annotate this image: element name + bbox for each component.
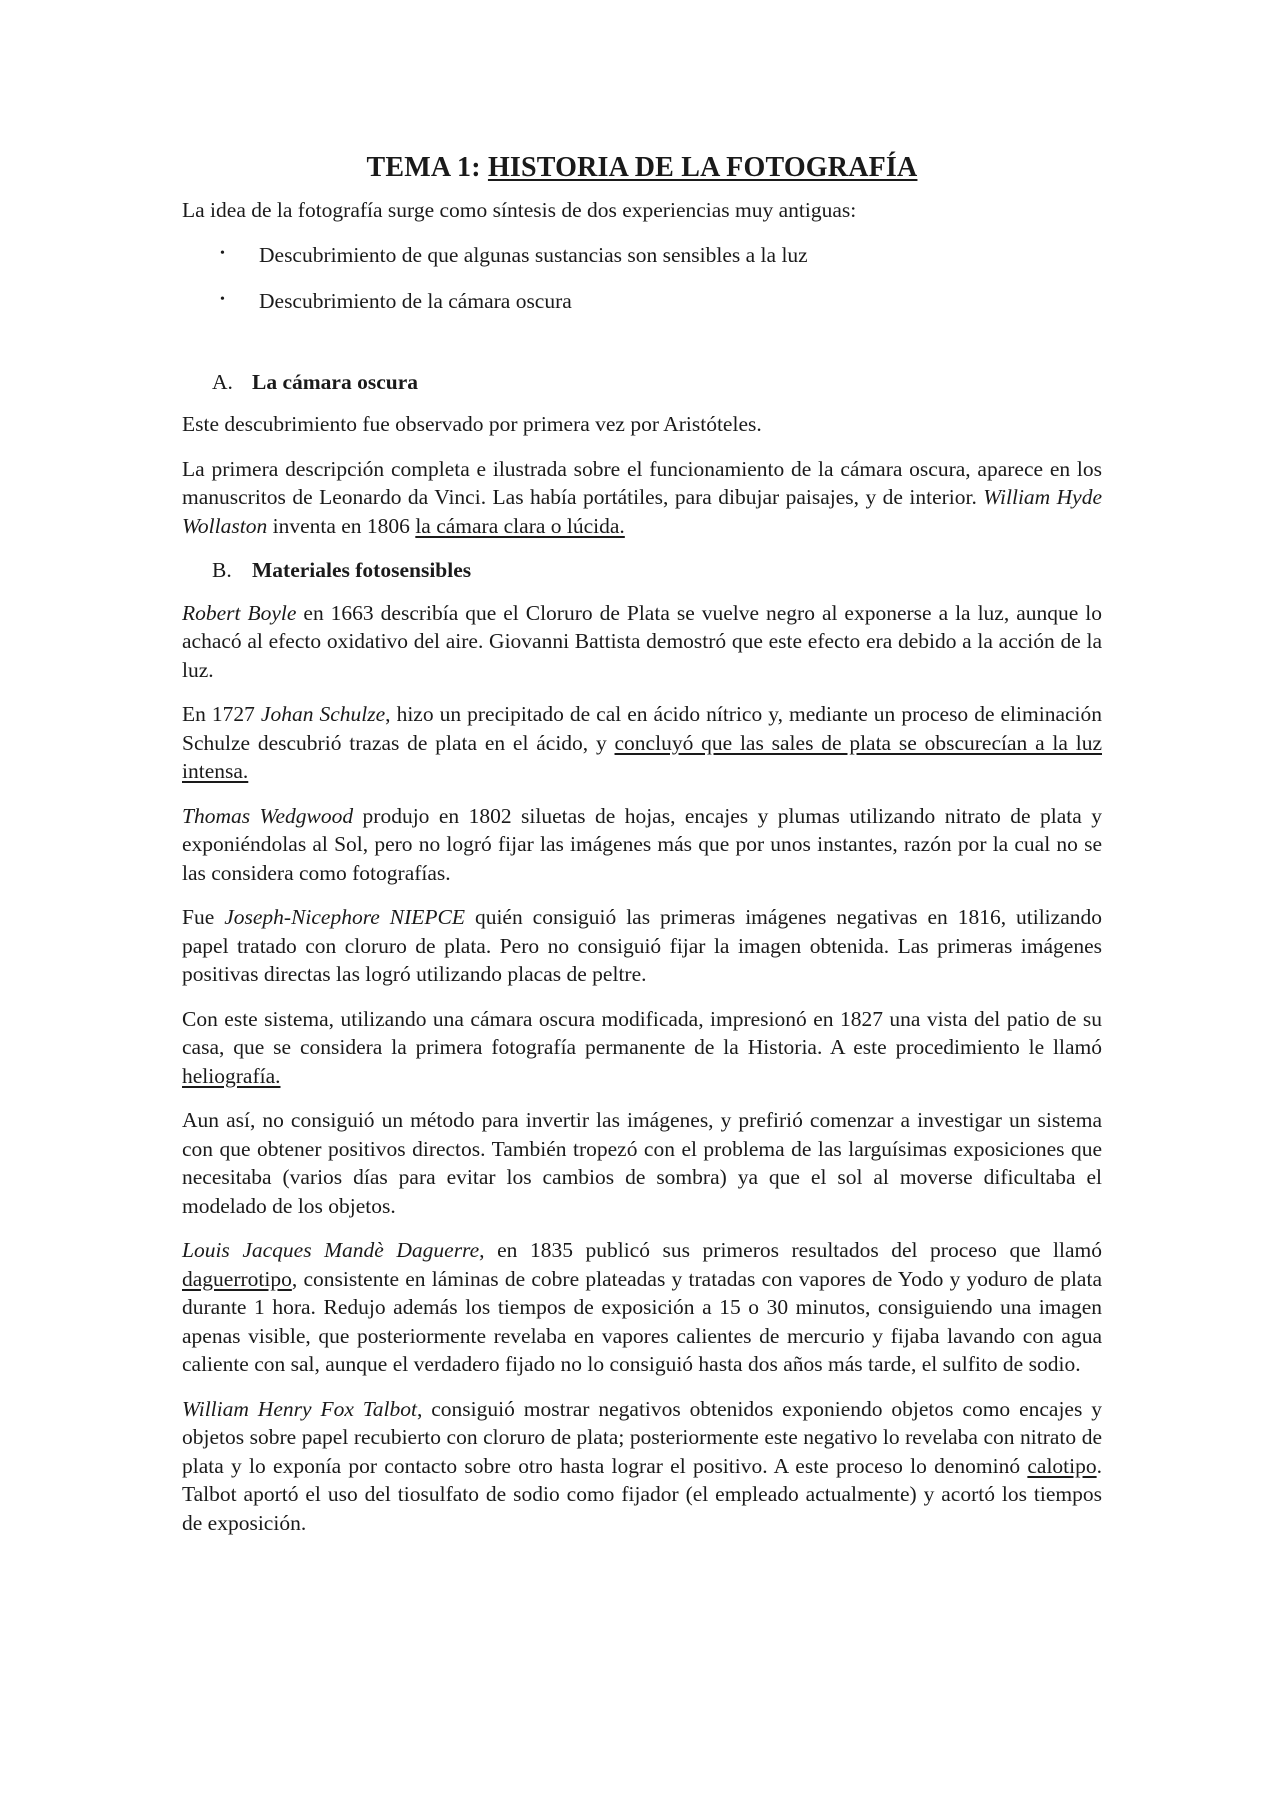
section-heading-b	[182, 556, 1102, 585]
paragraph-boyle	[182, 599, 1102, 685]
underlined-term: heliografía.	[182, 1063, 281, 1088]
bullet-icon: •	[220, 245, 225, 261]
underlined-term: concluyó que las sales de plata se obscurecían a la luz intensa.	[182, 730, 1102, 783]
title-main: HISTORIA DE LA FOTOGRAFÍA	[487, 152, 918, 183]
section-letter: A.	[212, 369, 233, 394]
paragraph-niepce	[182, 903, 1102, 989]
paragraph-leonardo	[182, 455, 1102, 541]
text-run: quién consiguió las primeras imágenes negativas en 1816, utilizando papel tratado con cloruro de plata. Pero no consiguió fijar la imagen obtenida. Las primeras imágenes positivas directas las logró utilizando placas de peltre.	[182, 905, 1102, 986]
underlined-term: daguerrotipo	[182, 1266, 292, 1291]
text-run: Con este sistema, utilizando una cámara oscura modificada, impresionó en 1827 una vista del patio de su casa, que se considera la primera fotografía permanente de la Historia. A este procedimiento le llamó	[182, 1006, 1102, 1059]
underlined-term: la cámara clara o lúcida.	[415, 513, 625, 538]
page-title	[182, 150, 1102, 186]
bullet-list	[182, 241, 1102, 316]
list-item	[182, 241, 1102, 270]
text-run: , hizo un precipitado de cal en ácido nítrico y, mediante un proceso de eliminación Schulze descubrió trazas de plata en el ácido, y	[182, 702, 1103, 755]
underlined-term: calotipo	[1027, 1453, 1097, 1478]
section-title: La cámara oscura	[252, 369, 418, 394]
intro-paragraph: La idea de la fotografía surge como síntesis de dos experiencias muy antiguas:	[182, 198, 857, 222]
paragraph-heliografia	[182, 1005, 1102, 1091]
text-run: en 1663 describía que el Cloruro de Plata se vuelve negro al exponerse a la luz, aunque lo achacó al efecto oxidativo del aire. Giovanni Battista demostró que este efecto era debido a la acción de la luz.	[182, 600, 1102, 682]
list-item-text: Descubrimiento de la cámara oscura	[259, 289, 572, 313]
paragraph-positivos: Aun así, no consiguió un método para invertir las imágenes, y prefirió comenzar a investigar un sistema con que obtener positivos directos. También tropezó con el problema de las larguísimas exposiciones que necesitaba (varios días para evitar los cambios de sombra) ya que el sol al moverse dificultaba el modelado de los objetos.	[182, 1108, 1102, 1218]
text-run: produjo en 1802 siluetas de hojas, encajes y plumas utilizando nitrato de plata y exponiéndolas al Sol, pero no logró fijar las imágenes más que por unos instantes, razón por la cual no se las considera como fotografías.	[182, 803, 1102, 885]
title-prefix: TEMA 1:	[366, 152, 488, 183]
bullet-icon: •	[220, 292, 225, 307]
text-run: La primera descripción completa e ilustrada sobre el funcionamiento de la cámara oscura, aparece en los manuscritos de Leonardo da Vinci. Las había portátiles, para dibujar paisajes, y de interior.	[182, 456, 1102, 509]
text-run: en 1835 publicó sus primeros resultados del proceso que llamó	[484, 1238, 1102, 1262]
name-italic: Thomas Wedgwood	[182, 803, 354, 828]
text-run: inventa en 1806	[267, 513, 416, 538]
name-italic: Johan Schulze	[260, 702, 386, 726]
paragraph-wedgwood	[182, 802, 1102, 888]
section-heading-a	[182, 368, 1102, 397]
name-italic: William Hyde Wollaston	[182, 485, 1102, 538]
name-italic: Joseph-Nicephore NIEPCE	[224, 905, 466, 929]
list-item	[182, 287, 1102, 316]
paragraph-talbot	[182, 1395, 1102, 1538]
section-title: Materiales fotosensibles	[252, 558, 472, 582]
document-body	[182, 150, 1102, 1553]
text-run: Fue	[182, 905, 225, 929]
text-run: , consiguió mostrar negativos obtenidos exponiendo objetos como encajes y objetos sobre papel recubierto con cloruro de plata; posteriormente este negativo lo revelaba con nitrato de plata y lo exponía por contacto sobre otro hasta lograr el positivo. A este proceso lo denominó	[182, 1396, 1103, 1478]
section-letter: B.	[212, 558, 232, 582]
text-run: En 1727	[182, 702, 261, 726]
name-italic: William Henry Fox Talbot	[182, 1396, 417, 1421]
text-run: . Talbot aportó el uso del tiosulfato de sodio como fijador (el empleado actualmente) y acortó los tiempos de exposición.	[182, 1453, 1102, 1535]
text-run: , consistente en láminas de cobre plateadas y tratadas con vapores de Yodo y yoduro de plata durante 1 hora. Redujo además los tiempos de exposición a 15 o 30 minutos, consiguiendo una imagen apenas visible, que posteriormente revelaba en vapores calientes de mercurio y fijaba lavando con agua caliente con sal, aunque el verdadero fijado no lo consiguió hasta dos años más tarde, el sulfito de sodio.	[182, 1266, 1102, 1376]
paragraph-aristoteles: Este descubrimiento fue observado por primera vez por Aristóteles.	[182, 412, 762, 436]
paragraph-schulze	[182, 700, 1102, 786]
name-italic: Louis Jacques Mandè Daguerre,	[182, 1238, 485, 1262]
name-italic: Robert Boyle	[182, 600, 297, 625]
paragraph-daguerre	[182, 1236, 1102, 1379]
list-item-text: Descubrimiento de que algunas sustancias son sensibles a la luz	[259, 242, 808, 267]
